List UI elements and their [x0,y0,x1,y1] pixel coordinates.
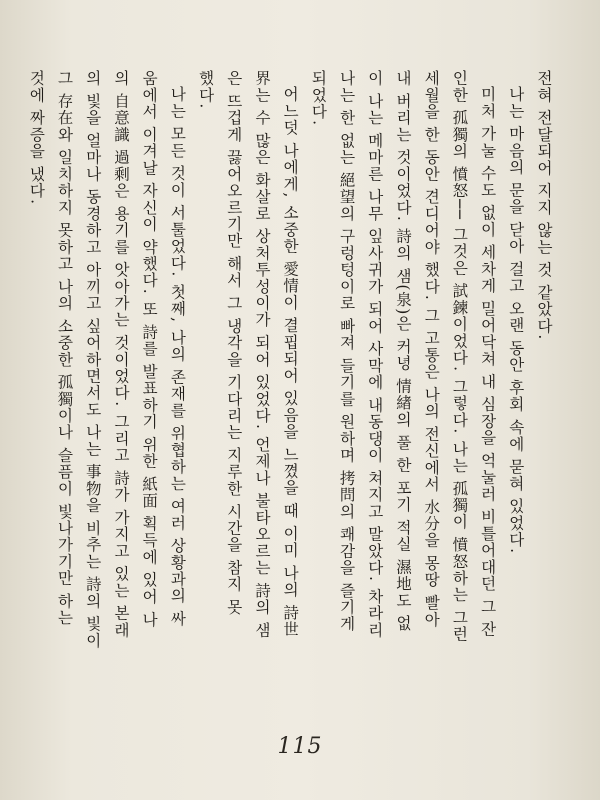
text-line-1: 전혀 전달되어 지지 않는 것 같았다. [535,70,553,341]
text-line-5: 세월을 한 동안 견디어야 했다. 그 고통은 나의 전신에서 水分을 몽땅 빨아 [422,70,441,628]
text-line-15: 움에서 이겨날 자신이 약했다. 또 詩를 발표하기 위한 紙面 획득에 있어 나 [140,70,159,628]
text-line-8: 나는 한 없는 絕望의 구렁텅이로 빠져 들기를 원하며 拷問의 쾌감을 즐기게 [337,70,356,633]
text-line-19: 것에 짜증을 냈다. [27,70,46,206]
text-line-12: 은 뜨겁게 끓어오르기만 해서 그 냉각을 기다리는 지루한 시간을 참지 못 [224,70,243,616]
text-line-17: 의 빛을 얼마나 동경하고 아끼고 싶어하면서도 나는 事物을 비추는 詩의 빛이 [83,70,102,649]
text-line-10: 어느덧 나에게, 소중한 愛情이 결핍되어 있음을 느꼈을 때 이미 나의 詩世 [281,86,300,638]
text-line-14: 나는 모든 것이 서툴었다. 첫째, 나의 존재를 위협하는 여러 상황과의 싸 [168,86,187,628]
text-line-4: 인한 孤獨의 憤怒── 그것은 試鍊이었다. 그렇다. 나는 孤獨이 憤怒하는 그런 [450,70,469,643]
text-line-18: 그 存在와 일치하지 못하고 나의 소중한 孤獨이나 슬픔이 빛나가기만 하는 [55,70,74,627]
text-line-11: 界는 수 많은 화살로 상처투성이가 되어 있었다. 언제나 불타오르는 詩의 샘 [252,70,271,639]
vertical-text-block [27,70,558,690]
page-number: 115 [277,734,323,759]
text-line-2: 나는 마음의 문을 닫아 걸고 오랜 동안 후회 속에 묻혀 있었다. [506,86,525,555]
text-line-13: 했다. [196,70,215,110]
text-line-7: 이 나는 메마른 나무 잎사귀가 되어 사막에 내동댕이 쳐지고 말았다. 차라리 [365,70,384,639]
text-line-16: 의 自意識 過剩은 용기를 앗아가는 것이었다. 그리고 詩가 가지고 있는 본래 [111,70,130,639]
text-line-3: 미처 가눌 수도 없이 세차게 밀어닥쳐 내 심장을 억눌러 비틀어대던 그 잔 [478,86,497,638]
text-line-6: 내 버리는 것이었다. 詩의 샘(泉)은 커녕 情緖의 풀 한 포기 적실 濕地도 없 [393,70,412,632]
text-line-9: 되었다. [309,70,328,127]
